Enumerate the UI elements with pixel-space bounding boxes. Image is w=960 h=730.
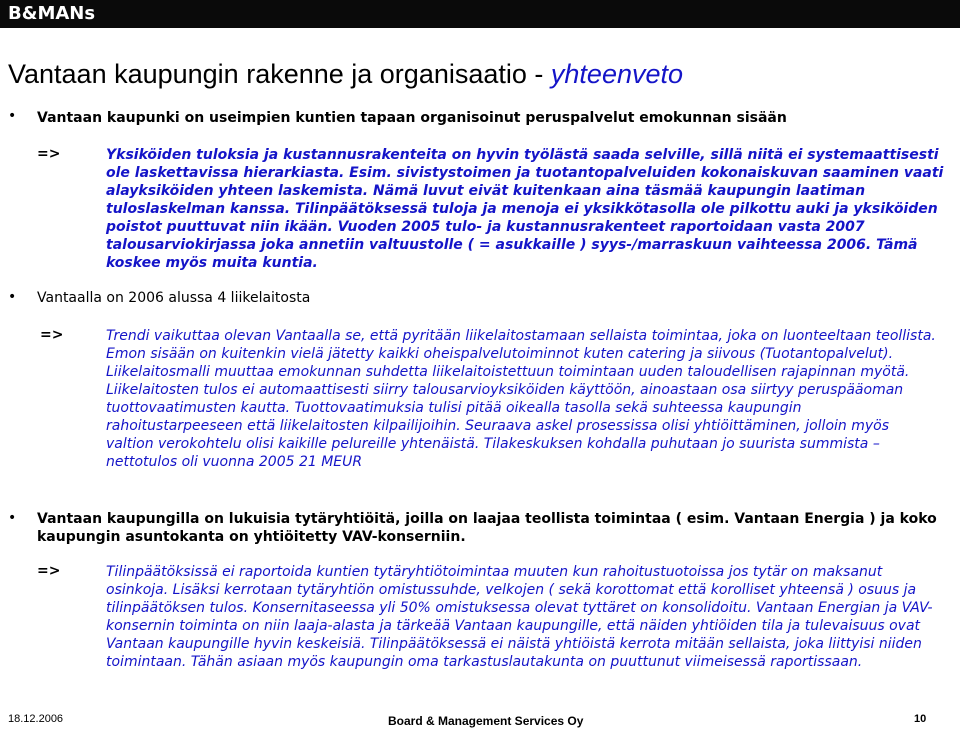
- bullet-dot-3: •: [8, 510, 17, 526]
- bullet-dot-2: •: [8, 289, 17, 305]
- bullet-detail-1: Yksiköiden tuloksia ja kustannusrakenteita on hyvin työlästä saada selville, sillä niitä ei systemaattisesti ole laskettavissa hierarkiasta. Esim. sivistystoimen ja tuotantopalveluiden kokonaiskuvan saaminen vaati alayksiköiden yhteen laskemista. Nämä luvut eivät kuitenkaan aina täsmää kaupungin laatiman tuloslaskelman kanssa. Tilinpäätöksessä tuloja ja menoja ei yksikkötasolla ole pilkottu auki ja yksiköiden poistot puuttuvat niin ikään. Vuoden 2005 tulo- ja kustannusrakenteet raportoidaan vasta 2007 talousarviokirjassa joka annetiin valtuustolle ( = asukkaille ) syys-/marraskuun vaihteessa 2006. Tämä koskee myös muita kuntia.: [106, 147, 944, 271]
- footer-date: 18.12.2006: [8, 713, 64, 725]
- bullet-dot-1: •: [8, 108, 17, 124]
- bullet-detail-2: Trendi vaikuttaa olevan Vantaalla se, että pyritään liikelaitostamaan sellaista toimintaa, joka on luonteeltaan teollista. Emon sisään on kuitenkin vielä jätetty kaikki oheispalvelutoiminnot kuten catering ja siivous (Tuotantopalvelut). Liikelaitosmalli muuttaa emokunnan suhdetta liikelaitoistettuun toimintaan uuden taloudellisen rajapinnan myötä. Liikelaitosten tulos ei automaattisesti siirry talousarvioyksiköiden käyttöön, ainoastaan osa siirtyy peruspääoman tuottovaatimusten kautta. Tuottovaatimuksia tulisi pitää oikealla tasolla sekä suhteessa kaupungin rahoitustarpeeseen että liikelaitosten kilpailijoihin. Seuraava askel prosessissa olisi yhtiöittäminen, jolloin myös valtion verokohtelu olisi kaikille pelureille yhtenäistä. Tilakeskuksen kohdalla puhutaan jo suurista summista – nettotulos oli vuonna 2005 21 MEUR: [106, 328, 936, 470]
- bullet-text-2: Vantaalla on 2006 alussa 4 liikelaitosta: [37, 290, 311, 306]
- bullet-detail-3: Tilinpäätöksissä ei raportoida kuntien tytäryhtiötoimintaa muuten kun rahoitustuotoissa jos tytär on maksanut osinkoja. Lisäksi kerrotaan tytäryhtiön omistussuhde, velkojen ( sekä korottomat että korolliset yhteensä ) osuus ja tilinpäätöksen tulos. Konsernitaseessa yli 50% omistuksessa olevat tyttäret on konsolidoitu. Vantaan Energian ja VAV-konsernin toiminta on niin laaja-alasta ja tärkeää Vantaan kaupungille, että näiden yhtiöiden tila ja tulevaisuus ovat Vantaan kaupungille hyvin keskeisiä. Tilinpäätöksessä ei näistä yhtiöistä kerrota mitään sellaista, joka liittyisi niiden toimintaan. Tähän asiaan myös kaupungin oma tarkastuslautakunta on puuttunut viimeisessä raportissaan.: [106, 564, 933, 670]
- bullet-text-3: Vantaan kaupungilla on lukuisia tytäryhtiöitä, joilla on laajaa teollista toimintaa ( esim. Vantaan Energia ) ja koko kaupungin asuntokanta on yhtiöitetty VAV-konserniin.: [37, 511, 937, 545]
- arrow-3: =>: [37, 563, 61, 579]
- slide-title: [8, 56, 683, 92]
- arrow-1: =>: [37, 146, 61, 162]
- header-bar: [0, 0, 960, 28]
- footer-company: Board & Management Services Oy: [388, 714, 584, 728]
- page-number: 10: [914, 713, 927, 725]
- arrow-2: =>: [40, 327, 64, 343]
- title-separator: -: [526, 59, 551, 89]
- title-subtitle: yhteenveto: [550, 59, 684, 89]
- bullet-text-1: Vantaan kaupunki on useimpien kuntien tapaan organisoinut peruspalvelut emokunnan sisään: [37, 110, 787, 126]
- company-logo: B&MANs: [8, 3, 96, 24]
- title-main: Vantaan kaupungin rakenne ja organisaatio: [8, 59, 527, 89]
